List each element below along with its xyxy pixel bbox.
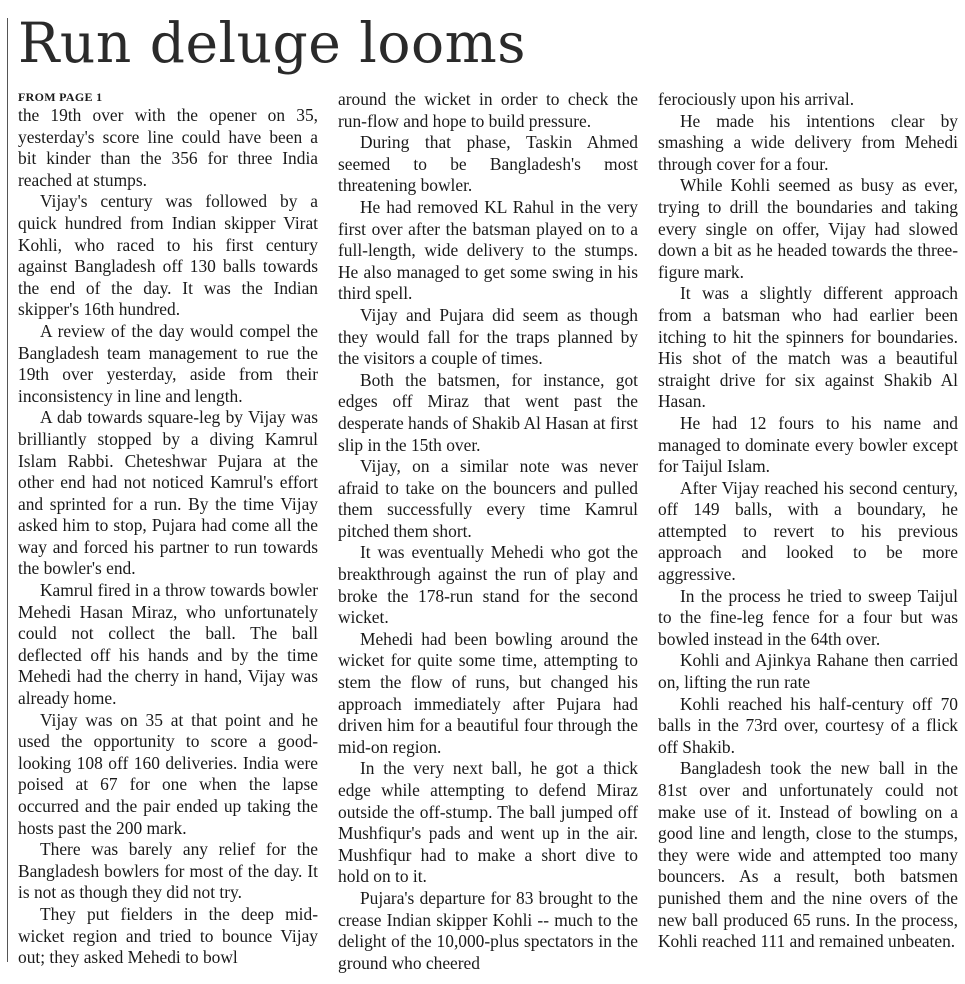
headline: Run deluge looms [18, 11, 526, 75]
column-rule-left [7, 18, 8, 962]
paragraph: Vijay and Pujara did seem as though they would fall for the traps planned by the visitors a couple of times. [338, 304, 638, 369]
paragraph: Kohli and Ajinkya Rahane then carried on, lifting the run rate [658, 650, 958, 693]
paragraph: around the wicket in order to check the run-flow and hope to build pressure. [338, 89, 638, 131]
paragraph: During that phase, Taskin Ahmed seemed to be Bangladesh's most threatening bowler. [338, 132, 638, 196]
paragraph: A review of the day would compel the Bangladesh team management to rue the 19th over yesterday, aside from their inconsistency in line and length. [18, 320, 318, 406]
paragraph: Vijay, on a similar note was never afraid to take on the bouncers and pulled them successfully every time Kamrul pitched them short. [338, 456, 638, 541]
paragraph: Kohli reached his half-century off 70 balls in the 73rd over, courtesy of a flick off Shakib. [658, 693, 958, 757]
kicker-from-page: FROM PAGE 1 [18, 90, 103, 104]
paragraph: In the very next ball, he got a thick edge while attempting to defend Miraz outside the off-stump. The ball jumped off Mushfiqur's pads and went up in the air. Mushfiqur had to make a short dive to hold on to it. [338, 758, 638, 887]
paragraph: He made his intentions clear by smashing a wide delivery from Mehedi through cover for a four. [658, 110, 958, 174]
paragraph: ferociously upon his arrival. [658, 89, 855, 109]
paragraph: In the process he tried to sweep Taijul to the fine-leg fence for a four but was bowled instead in the 64th over. [658, 585, 958, 649]
paragraph: He had removed KL Rahul in the very first over after the batsman played on to a full-length, wide delivery to the stumps. He also managed to get some swing in his third spell. [338, 196, 638, 304]
paragraph: Vijay's century was followed by a quick hundred from Indian skipper Virat Kohli, who raced to his first century against Bangladesh off 130 balls towards the end of the day. It was the Indian skipper's 16th hundred. [18, 191, 318, 320]
paragraph: It was eventually Mehedi who got the breakthrough against the run of play and broke the 178-run stand for the second wicket. [338, 542, 638, 628]
paragraph: He had 12 fours to his name and managed to dominate every bowler except for Taijul Islam. [658, 412, 958, 477]
paragraph: Kamrul fired in a throw towards bowler Mehedi Hasan Miraz, who unfortunately could not collect the ball. The ball deflected off his hands and by the time Mehedi had the cherry in hand, Vijay was already home. [18, 580, 318, 709]
paragraph: the 19th over with the opener on 35, yesterday's score line could have been a bit kinder than the 356 for three India reached at stumps. [18, 105, 318, 190]
article-column-2 [338, 89, 638, 974]
article-column-3 [658, 89, 958, 953]
paragraph: A dab towards square-leg by Vijay was brilliantly stopped by a diving Kamrul Islam Rabbi. Cheteshwar Pujara at the other end had not noticed Kamrul's effort and sprinted for a run. By the time Vijay asked him to stop, Pujara had come all the way and forced his partner to run towards the bowler's end. [18, 407, 318, 579]
paragraph: Vijay was on 35 at that point and he used the opportunity to score a good-looking 108 off 160 deliveries. India were poised at 67 for one when the lapse occurred and the pair ended up taking the hosts past the 200 mark. [18, 709, 318, 838]
paragraph: They put fielders in the deep mid-wicket region and tried to bounce Vijay out; they asked Mehedi to bowl [18, 903, 318, 968]
paragraph: Mehedi had been bowling around the wicket for quite some time, attempting to stem the flow of runs, but changed his approach immediately after Pujara had driven him for a beautiful four through the mid-on region. [338, 628, 638, 757]
paragraph: It was a slightly different approach from a batsman who had earlier been itching to hit the spinners for boundaries. His shot of the match was a beautiful straight drive for six against Shakib Al Hasan. [658, 283, 958, 412]
paragraph: Both the batsmen, for instance, got edges off Miraz that went past the desperate hands of Shakib Al Hasan at first slip in the 15th over. [338, 369, 638, 455]
paragraph: Pujara's departure for 83 brought to the crease Indian skipper Kohli -- much to the delight of the 10,000-plus spectators in the ground who cheered [338, 887, 638, 973]
paragraph: While Kohli seemed as busy as ever, trying to drill the boundaries and taking every single on offer, Vijay had slowed down a bit as he headed towards the three-figure mark. [658, 175, 958, 282]
paragraph: Bangladesh took the new ball in the 81st over and unfortunately could not make use of it. Instead of bowling on a good line and length, close to the stumps, they were wide and attempted too many bouncers. As a result, both batsmen punished them and the nine overs of the new ball produced 65 runs. In the process, Kohli reached 111 and remained unbeaten. [658, 758, 958, 952]
paragraph: There was barely any relief for the Bangladesh bowlers for most of the day. It is not as though they did not try. [18, 839, 318, 903]
paragraph: After Vijay reached his second century, off 149 balls, with a boundary, he attempted to revert to his previous approach and looked to be more aggressive. [658, 477, 958, 585]
article-column-1 [18, 89, 318, 969]
